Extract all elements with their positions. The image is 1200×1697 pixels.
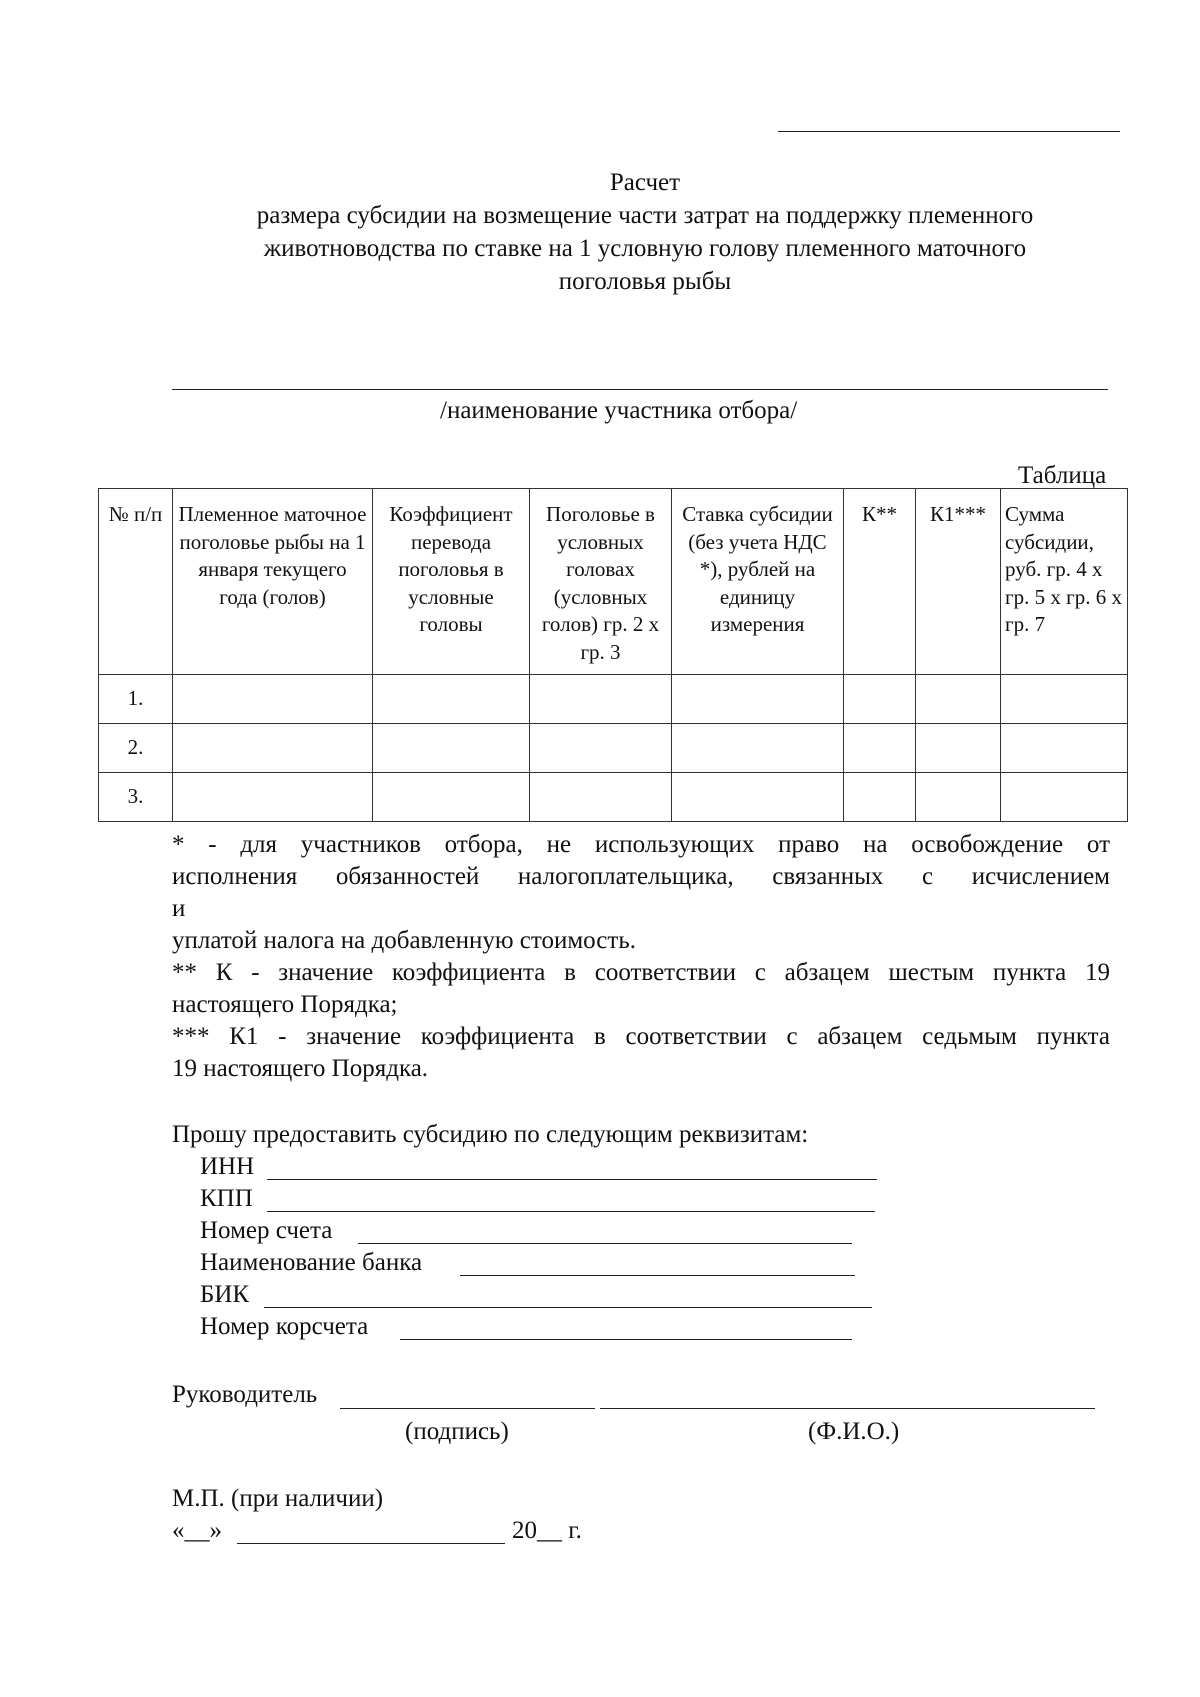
cell-conventional-heads[interactable] [530, 773, 672, 822]
footnote-k1-line-2: 19 настоящего Порядка. [172, 1055, 429, 1082]
row-number: 3. [99, 773, 173, 822]
cell-k1[interactable] [916, 773, 1001, 822]
row-number: 2. [99, 724, 173, 773]
requisite-corr-account-label: Номер корсчета [200, 1313, 369, 1340]
cell-coefficient[interactable] [373, 724, 530, 773]
stamp-label: М.П. (при наличии) [172, 1485, 384, 1512]
col-header-subsidy-sum: Сумма субсидии, руб. гр. 4 х гр. 5 х гр. 6 х гр. 7 [1001, 489, 1128, 675]
requisite-bank-line[interactable] [460, 1275, 855, 1276]
subsidy-table [98, 488, 1128, 822]
col-header-conventional-heads: Поголовье в условных головах (условных голов) гр. 2 х гр. 3 [530, 489, 672, 675]
col-header-number: № п/п [99, 489, 173, 675]
document-title: Расчет [609, 169, 681, 196]
footnote-k-line-1: ** К - значение коэффициента в соответствии с абзацем шестым пункта 19 [172, 959, 1110, 986]
requisite-corr-account-line[interactable] [400, 1339, 852, 1340]
footnote-k-line-2: настоящего Порядка; [172, 991, 398, 1018]
requisite-bik-line[interactable] [264, 1307, 872, 1308]
cell-subsidy-rate[interactable] [672, 675, 844, 724]
footnote-vat-line-3: и [172, 895, 186, 922]
cell-k[interactable] [844, 724, 916, 773]
signature-caption: (подпись) [405, 1418, 509, 1445]
table-row [99, 724, 1128, 773]
col-header-k: К** [844, 489, 916, 675]
requisite-account-label: Номер счета [200, 1217, 333, 1244]
date-day: «__» [172, 1517, 222, 1544]
cell-k1[interactable] [916, 724, 1001, 773]
requisite-inn-label: ИНН [200, 1153, 255, 1180]
cell-subsidy-rate[interactable] [672, 724, 844, 773]
col-header-coefficient: Коэффициент перевода поголовья в условные головы [373, 489, 530, 675]
footnote-vat-line-2: исполнения обязанностей налогоплательщика, связанных с исчислением [172, 863, 1110, 890]
requisite-kpp-label: КПП [200, 1185, 253, 1212]
cell-k[interactable] [844, 675, 916, 724]
cell-coefficient[interactable] [373, 773, 530, 822]
cell-subsidy-sum[interactable] [1001, 675, 1128, 724]
cell-subsidy-sum[interactable] [1001, 724, 1128, 773]
col-header-broodstock: Племенное маточное поголовье рыбы на 1 января текущего года (голов) [173, 489, 373, 675]
requisite-kpp-line[interactable] [267, 1211, 875, 1212]
cell-broodstock[interactable] [173, 773, 373, 822]
requisite-inn-line[interactable] [267, 1179, 877, 1180]
footnote-vat-line-1: * - для участников отбора, не использующих право на освобождение от [172, 831, 1110, 858]
document-subtitle-line-1: размера субсидии на возмещение части затрат на поддержку племенного [256, 202, 1034, 229]
table-row [99, 675, 1128, 724]
table-header-row [99, 489, 1128, 675]
cell-coefficient[interactable] [373, 675, 530, 724]
participant-name-line [172, 389, 1108, 390]
cell-broodstock[interactable] [173, 724, 373, 773]
requisite-bank-label: Наименование банка [200, 1249, 423, 1276]
date-year: 20__ г. [512, 1517, 582, 1544]
full-name-line[interactable] [600, 1408, 1095, 1409]
footnote-vat-line-4: уплатой налога на добавленную стоимость. [172, 927, 636, 954]
cell-k[interactable] [844, 773, 916, 822]
footnote-k1-line-1: *** К1 - значение коэффициента в соответствии с абзацем седьмым пункта [172, 1023, 1110, 1050]
cell-k1[interactable] [916, 675, 1001, 724]
cell-conventional-heads[interactable] [530, 724, 672, 773]
requisite-account-line[interactable] [358, 1243, 852, 1244]
document-subtitle-line-3: поголовья рыбы [558, 268, 732, 295]
full-name-caption: (Ф.И.О.) [808, 1418, 900, 1445]
participant-caption: /наименование участника отбора/ [440, 397, 798, 424]
signature-line[interactable] [340, 1408, 595, 1409]
date-month-line[interactable] [237, 1543, 505, 1544]
table-caption: Таблица [1018, 462, 1107, 489]
requisites-intro: Прошу предоставить субсидию по следующим реквизитам: [172, 1121, 809, 1148]
table-row [99, 773, 1128, 822]
cell-subsidy-rate[interactable] [672, 773, 844, 822]
row-number: 1. [99, 675, 173, 724]
cell-conventional-heads[interactable] [530, 675, 672, 724]
requisite-bik-label: БИК [200, 1281, 250, 1308]
col-header-k1: К1*** [916, 489, 1001, 675]
col-header-subsidy-rate: Ставка субсидии (без учета НДС *), рублей на единицу измерения [672, 489, 844, 675]
head-label: Руководитель [172, 1381, 318, 1408]
cell-subsidy-sum[interactable] [1001, 773, 1128, 822]
cell-broodstock[interactable] [173, 675, 373, 724]
document-subtitle-line-2: животноводства по ставке на 1 условную голову племенного маточного [263, 235, 1027, 262]
top-right-blank-line [778, 131, 1120, 132]
footnotes [172, 829, 1110, 1085]
